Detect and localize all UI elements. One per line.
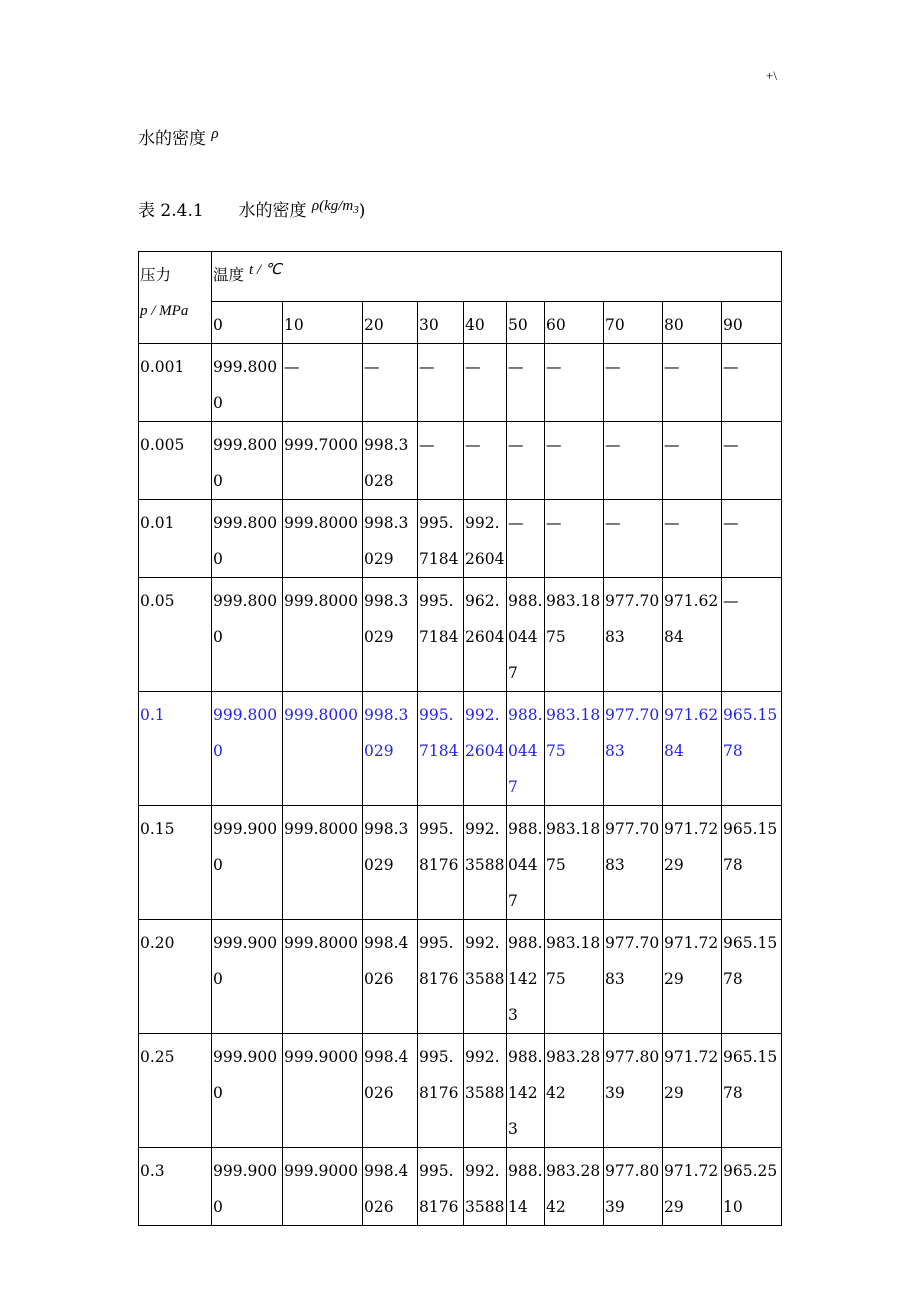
- density-cell: 999.9000: [212, 806, 283, 920]
- density-cell: 988.0447: [507, 578, 545, 692]
- table-caption: [138, 196, 365, 221]
- density-cell: 999.8000: [212, 692, 283, 806]
- density-cell: 995.8176: [418, 920, 464, 1034]
- temperature-30: 30: [418, 302, 464, 344]
- density-cell: 977.7083: [604, 692, 663, 806]
- table-row: [139, 806, 782, 920]
- density-cell: 999.8000: [283, 578, 363, 692]
- density-cell: —: [545, 344, 604, 422]
- density-cell: 998.4026: [363, 920, 418, 1034]
- density-cell: —: [663, 422, 722, 500]
- density-cell: 992.3588: [464, 806, 507, 920]
- density-cell: 999.8000: [212, 344, 283, 422]
- density-cell: 962.2604: [464, 578, 507, 692]
- temperature-50: 50: [507, 302, 545, 344]
- density-cell: 995.8176: [418, 1148, 464, 1226]
- temperature-unit: t / ℃: [248, 262, 282, 278]
- temperature-40: 40: [464, 302, 507, 344]
- density-cell: 965.1578: [722, 692, 782, 806]
- density-cell: 971.7229: [663, 1148, 722, 1226]
- density-cell: —: [464, 344, 507, 422]
- pressure-cell: 0.25: [139, 1034, 212, 1148]
- corner-mark: +\: [766, 68, 777, 83]
- header-row-1: [139, 252, 782, 302]
- temperature-0: 0: [212, 302, 283, 344]
- density-cell: 999.8000: [212, 578, 283, 692]
- temperature-20: 20: [363, 302, 418, 344]
- density-cell: 971.7229: [663, 806, 722, 920]
- density-cell: 971.6284: [663, 578, 722, 692]
- density-cell: 992.2604: [464, 692, 507, 806]
- density-cell: —: [464, 422, 507, 500]
- density-cell: 995.7184: [418, 578, 464, 692]
- density-cell: 998.3029: [363, 500, 418, 578]
- density-cell: 999.8000: [283, 920, 363, 1034]
- density-cell: —: [663, 344, 722, 422]
- density-cell: —: [545, 500, 604, 578]
- temperature-90: 90: [722, 302, 782, 344]
- temperature-80: 80: [663, 302, 722, 344]
- density-cell: 999.8000: [283, 692, 363, 806]
- pressure-cell: 0.01: [139, 500, 212, 578]
- density-cell: 977.8039: [604, 1148, 663, 1226]
- density-cell: —: [722, 500, 782, 578]
- density-cell: 998.4026: [363, 1034, 418, 1148]
- pressure-header: 压力: [140, 266, 172, 284]
- density-cell: 998.3028: [363, 422, 418, 500]
- table-row: [139, 692, 782, 806]
- density-table: [138, 251, 782, 1226]
- density-cell: 995.7184: [418, 692, 464, 806]
- density-cell: 992.3588: [464, 920, 507, 1034]
- density-cell: 999.9000: [212, 1034, 283, 1148]
- density-cell: 983.1875: [545, 920, 604, 1034]
- pressure-cell: 0.1: [139, 692, 212, 806]
- density-cell: —: [507, 500, 545, 578]
- density-cell: 988.0447: [507, 806, 545, 920]
- table-row: [139, 920, 782, 1034]
- pressure-cell: 0.3: [139, 1148, 212, 1226]
- table-row: [139, 422, 782, 500]
- table-row: [139, 1148, 782, 1226]
- table-row: [139, 578, 782, 692]
- density-cell: 977.7083: [604, 920, 663, 1034]
- density-cell: 977.8039: [604, 1034, 663, 1148]
- density-cell: 988.1423: [507, 1034, 545, 1148]
- density-cell: 988.1423: [507, 920, 545, 1034]
- caption-label: 表 2.4.1: [138, 201, 204, 221]
- density-cell: 971.6284: [663, 692, 722, 806]
- heading-text: 水的密度: [138, 129, 206, 149]
- density-cell: 998.4026: [363, 1148, 418, 1226]
- density-cell: 983.2842: [545, 1148, 604, 1226]
- density-cell: 999.7000: [283, 422, 363, 500]
- density-cell: —: [604, 422, 663, 500]
- density-cell: 999.8000: [283, 806, 363, 920]
- density-cell: 999.9000: [212, 1148, 283, 1226]
- density-cell: 999.8000: [283, 500, 363, 578]
- density-cell: —: [283, 344, 363, 422]
- temperature-10: 10: [283, 302, 363, 344]
- caption-title: 水的密度: [238, 201, 307, 221]
- density-cell: 977.7083: [604, 806, 663, 920]
- density-cell: 965.2510: [722, 1148, 782, 1226]
- density-cell: —: [507, 422, 545, 500]
- density-cell: 965.1578: [722, 1034, 782, 1148]
- density-cell: —: [722, 344, 782, 422]
- temperature-header: 温度: [213, 266, 245, 284]
- density-cell: 983.1875: [545, 578, 604, 692]
- pressure-header-cell: [139, 252, 212, 344]
- density-cell: 971.7229: [663, 920, 722, 1034]
- density-cell: —: [418, 422, 464, 500]
- pressure-cell: 0.005: [139, 422, 212, 500]
- density-cell: 988.0447: [507, 692, 545, 806]
- density-cell: 971.7229: [663, 1034, 722, 1148]
- density-cell: 965.1578: [722, 920, 782, 1034]
- table-row: [139, 500, 782, 578]
- density-cell: 999.8000: [212, 500, 283, 578]
- density-cell: —: [545, 422, 604, 500]
- temperature-row: [139, 302, 782, 344]
- density-cell: —: [663, 500, 722, 578]
- pressure-cell: 0.001: [139, 344, 212, 422]
- density-cell: —: [722, 422, 782, 500]
- density-cell: 998.3029: [363, 692, 418, 806]
- density-cell: 988.14: [507, 1148, 545, 1226]
- caption-unit-exponent: 3: [353, 204, 359, 216]
- density-cell: 977.7083: [604, 578, 663, 692]
- pressure-unit: p / MPa: [140, 303, 189, 319]
- density-cell: 995.8176: [418, 1034, 464, 1148]
- density-cell: 992.3588: [464, 1034, 507, 1148]
- temperature-70: 70: [604, 302, 663, 344]
- density-cell: —: [363, 344, 418, 422]
- density-cell: 983.2842: [545, 1034, 604, 1148]
- table-row: [139, 1034, 782, 1148]
- temperature-60: 60: [545, 302, 604, 344]
- rho-symbol: ρ: [211, 126, 219, 142]
- caption-close: ): [358, 201, 366, 221]
- density-cell: —: [418, 344, 464, 422]
- density-cell: 998.3029: [363, 806, 418, 920]
- density-cell: —: [507, 344, 545, 422]
- density-cell: 998.3029: [363, 578, 418, 692]
- density-cell: 983.1875: [545, 806, 604, 920]
- density-cell: —: [604, 500, 663, 578]
- density-cell: —: [604, 344, 663, 422]
- density-cell: 995.8176: [418, 806, 464, 920]
- density-cell: 965.1578: [722, 806, 782, 920]
- density-cell: 992.2604: [464, 500, 507, 578]
- density-cell: 999.9000: [283, 1148, 363, 1226]
- density-cell: 999.9000: [212, 920, 283, 1034]
- density-cell: 999.9000: [283, 1034, 363, 1148]
- pressure-cell: 0.15: [139, 806, 212, 920]
- pressure-cell: 0.05: [139, 578, 212, 692]
- density-cell: 995.7184: [418, 500, 464, 578]
- pressure-cell: 0.20: [139, 920, 212, 1034]
- table-row: [139, 344, 782, 422]
- section-heading: [138, 124, 219, 149]
- density-cell: —: [722, 578, 782, 692]
- density-cell: 999.8000: [212, 422, 283, 500]
- caption-unit: $\rho(kg/m_3$: [311, 198, 359, 216]
- density-cell: 992.3588: [464, 1148, 507, 1226]
- temperature-header-cell: [212, 252, 782, 302]
- density-cell: 983.1875: [545, 692, 604, 806]
